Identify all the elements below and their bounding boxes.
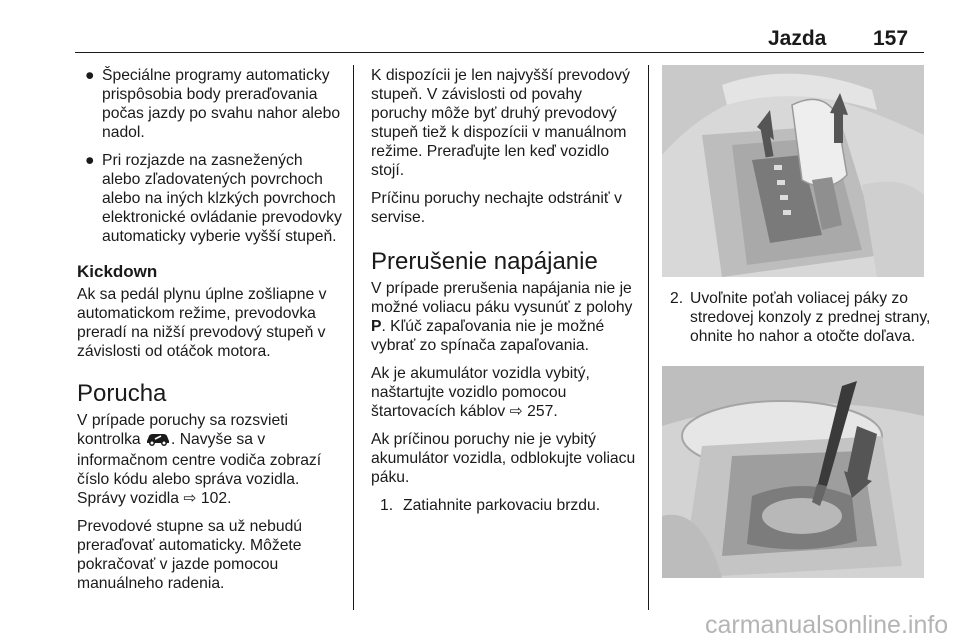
step-text: Zatiahnite parkovaciu brzdu. — [403, 497, 601, 514]
paragraph: Ak príčinou poruchy nie je vybitý akumulátor vozidla, odblokujte voliacu páku. — [371, 431, 636, 486]
porucha-paragraph-1 — [77, 411, 345, 508]
page-header-title: Jazda — [768, 27, 827, 50]
step-item — [670, 289, 932, 346]
page-reference[interactable]: 102. — [200, 490, 232, 507]
bullet-dot: ● — [85, 152, 95, 169]
bullet-item — [77, 151, 345, 246]
column-3 — [670, 289, 932, 346]
console-cover-illustration — [662, 366, 924, 578]
column-divider-2 — [648, 65, 649, 610]
watermark: carmanualsonline.info — [705, 611, 949, 639]
kickdown-heading: Kickdown — [77, 262, 158, 281]
text-run: V prípade poruchy sa rozsvieti kontrolka — [77, 412, 289, 448]
paragraph — [371, 364, 639, 421]
bullet-item — [77, 66, 345, 142]
paragraph — [371, 279, 639, 355]
page-reference[interactable]: 257. — [527, 403, 558, 420]
column-1 — [77, 66, 345, 602]
car-wrench-warning-icon — [145, 430, 171, 451]
paragraph: K dispozícii je len najvyšší prevodový stupeň. V závislosti od povahy poruchy môže byť druhý prevodový stupeň tiež k dispozícii v manuálnom režime. Preraďujte len keď vozidlo stojí. — [371, 67, 630, 179]
gear-selector-illustration — [662, 65, 924, 277]
bullet-text: Pri rozjazde na zasnežených alebo zľadovatených povrchoch alebo na iných klzkých povrchoch elektronické ovládanie prevodovky automaticky vyberie vyšší stupeň. — [102, 152, 342, 245]
text-run: . Kľúč zapaľovania nie je možné vybrať zo spínača zapaľovania. — [371, 318, 605, 354]
column-divider-1 — [353, 65, 354, 610]
page-ref-arrow: ⇨ — [183, 490, 197, 507]
bullet-text: Špeciálne programy automaticky prispôsobia body preraďovania počas jazdy po svahu nahor alebo nadol. — [102, 67, 341, 141]
kickdown-paragraph: Ak sa pedál plynu úplne zošliapne v automatickom režime, prevodovka preradí na nižší prevodový stupeň v závislosti od otáčok motora. — [77, 286, 327, 360]
porucha-heading: Porucha — [77, 380, 167, 407]
step-number: 1. — [380, 497, 394, 514]
page-ref-arrow: ⇨ — [509, 403, 523, 420]
porucha-paragraph-2: Prevodové stupne sa už nebudú preraďovať automaticky. Môžete pokračovať v jazde pomocou manuálneho radenia. — [77, 518, 303, 592]
text-run: V prípade prerušenia napájania nie je možné voliacu páku vysunúť z polohy — [371, 280, 633, 316]
paragraph: Príčinu poruchy nechajte odstrániť v servise. — [371, 190, 622, 226]
header-rule — [75, 52, 924, 53]
bullet-dot: ● — [85, 67, 95, 84]
gear-position-p: P — [371, 318, 382, 335]
step-text: Uvoľnite poťah voliacej páky zo stredovej konzoly z prednej strany, ohnite ho nahor a otočte doľava. — [690, 290, 931, 345]
text-run: . Navyše sa v informačnom centre vodiča zobrazí číslo kódu alebo správa vozidla. Správy vozidla — [77, 431, 322, 507]
step-number: 2. — [670, 290, 684, 307]
text-run: Ak je akumulátor vozidla vybitý, naštartujte vozidlo pomocou štartovacích káblov — [371, 365, 590, 420]
column-2 — [371, 66, 639, 515]
step-item — [371, 496, 639, 515]
prerusenie-heading: Prerušenie napájanie — [371, 248, 598, 275]
page-number: 157 — [873, 27, 909, 50]
